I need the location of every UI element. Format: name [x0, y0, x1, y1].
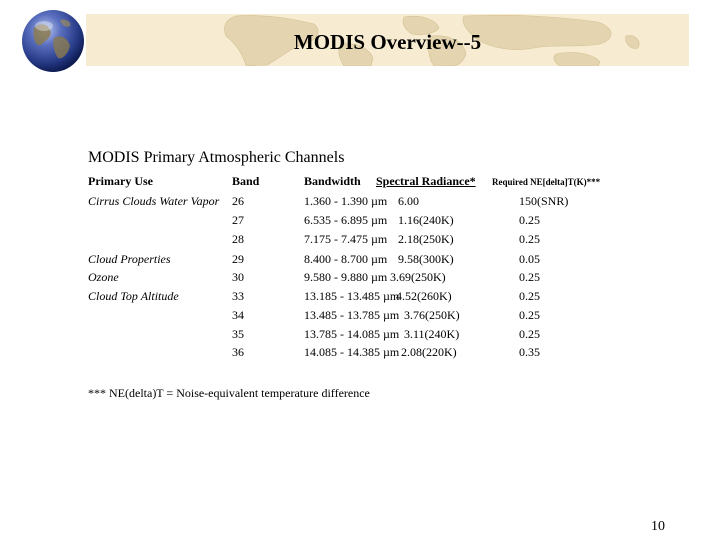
cell-required: 0.25 [519, 327, 540, 341]
cell-radiance: 6.00 [398, 194, 419, 208]
globe-icon [20, 8, 86, 74]
cell-radiance: 3.11(240K) [404, 327, 460, 341]
cell-band: 28 [232, 232, 244, 246]
cell-bandwidth: 13.185 - 13.485 µm [304, 289, 400, 303]
col-header-required-ne: Required NE[delta]T(K)*** [492, 177, 601, 187]
cell-bandwidth: 14.085 - 14.385 µm [304, 345, 400, 359]
cell-radiance: 2.08(220K) [401, 345, 457, 359]
cell-bandwidth: 8.400 - 8.700 µm [304, 252, 388, 266]
cell-required: 0.05 [519, 252, 540, 266]
cell-radiance: 4.52(260K) [396, 289, 452, 303]
cell-required: 0.35 [519, 345, 540, 359]
cell-bandwidth: 9.580 - 9.880 µm [304, 270, 388, 284]
page-number: 10 [651, 519, 665, 534]
col-header-bandwidth: Bandwidth [304, 174, 361, 188]
footnote: *** NE(delta)T = Noise-equivalent temperature difference [88, 386, 370, 400]
cell-radiance: 3.69(250K) [390, 270, 446, 284]
cell-radiance: 1.16(240K) [398, 213, 454, 227]
cell-band: 34 [232, 308, 244, 322]
cell-radiance: 3.76(250K) [404, 308, 460, 322]
cell-required: 0.25 [519, 308, 540, 322]
slide-title: MODIS Overview--5 [293, 30, 482, 54]
cell-required: 0.25 [519, 213, 540, 227]
col-header-primary-use: Primary Use [88, 174, 153, 188]
cell-radiance: 2.18(250K) [398, 232, 454, 246]
cell-primary-use: Ozone [88, 270, 119, 284]
cell-required: 0.25 [519, 232, 540, 246]
cell-band: 27 [232, 213, 244, 227]
cell-band: 36 [232, 345, 244, 359]
table-caption: MODIS Primary Atmospheric Channels [88, 149, 345, 166]
cell-band: 26 [232, 194, 244, 208]
cell-bandwidth: 7.175 - 7.475 µm [304, 232, 388, 246]
cell-bandwidth: 6.535 - 6.895 µm [304, 213, 388, 227]
cell-bandwidth: 13.485 - 13.785 µm [304, 308, 400, 322]
cell-band: 33 [232, 289, 244, 303]
cell-bandwidth: 1.360 - 1.390 µm [304, 194, 388, 208]
cell-primary-use: Cirrus Clouds Water Vapor [88, 194, 220, 208]
cell-required: 0.25 [519, 270, 540, 284]
cell-required: 150(SNR) [519, 194, 569, 208]
cell-band: 35 [232, 327, 244, 341]
cell-band: 29 [232, 252, 244, 266]
cell-bandwidth: 13.785 - 14.085 µm [304, 327, 400, 341]
cell-primary-use: Cloud Properties [88, 252, 171, 266]
cell-primary-use: Cloud Top Altitude [88, 289, 179, 303]
cell-band: 30 [232, 270, 244, 284]
col-header-spectral-radiance: Spectral Radiance* [376, 174, 476, 188]
cell-required: 0.25 [519, 289, 540, 303]
col-header-band: Band [232, 174, 260, 188]
cell-radiance: 9.58(300K) [398, 252, 454, 266]
